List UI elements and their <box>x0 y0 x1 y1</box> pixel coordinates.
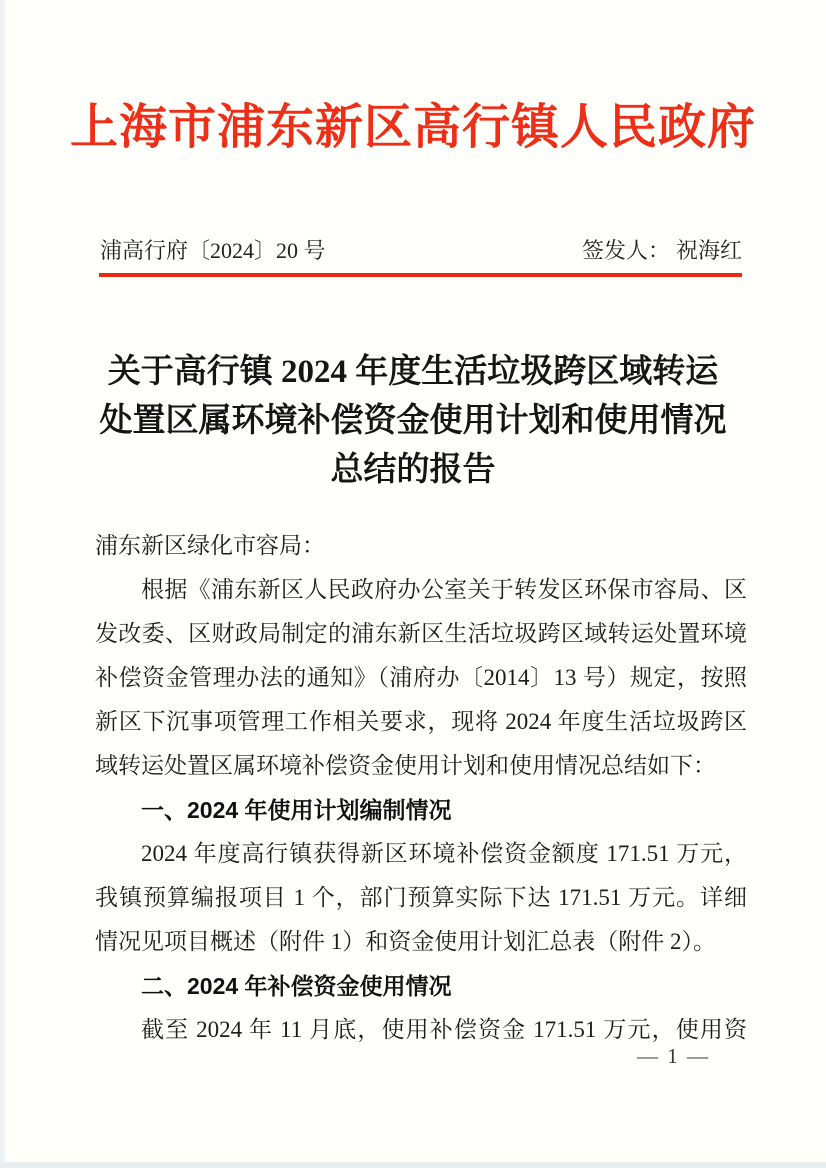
scan-edge-left <box>0 0 5 1168</box>
paragraph-1-line: 根据《浦东新区人民政府办公室关于转发区环保市容局、区 <box>141 577 747 602</box>
section-heading-1: 一、2024 年使用计划编制情况 <box>141 797 452 823</box>
signer-label: 签发人： <box>581 238 670 263</box>
signer-name: 祝海红 <box>675 238 742 263</box>
letterhead-org-name: 上海市浦东新区高行镇人民政府 <box>69 101 756 154</box>
document-title <box>60 348 766 495</box>
title-line-2: 处置区属环境补偿资金使用计划和使用情况 <box>99 403 727 439</box>
doc-number-row <box>100 234 742 265</box>
section-heading-2: 二、2024 年补偿资金使用情况 <box>141 973 452 999</box>
paragraph-2-line: 我镇预算编报项目 1 个，部门预算实际下达 171.51 万元。详细 <box>95 885 747 910</box>
doc-number: 浦高行府〔2024〕20 号 <box>100 238 326 263</box>
paragraph-1-line: 发改委、区财政局制定的浦东新区生活垃圾跨区域转运处置环境 <box>95 621 747 646</box>
paragraph-1-line: 补偿资金管理办法的通知》（浦府办〔2014〕13 号）规定，按照 <box>95 665 747 690</box>
title-line-3: 总结的报告 <box>330 452 496 488</box>
recipient-line: 浦东新区绿化市容局： <box>95 533 325 558</box>
paragraph-2-line: 情况见项目概述（附件 1）和资金使用计划汇总表（附件 2）。 <box>95 929 716 954</box>
red-divider-rule <box>99 273 742 277</box>
paragraph-3-line: 截至 2024 年 11 月底，使用补偿资金 171.51 万元，使用资 <box>141 1017 747 1042</box>
signer <box>582 234 742 265</box>
page-number: — 1 — <box>637 1044 710 1068</box>
paragraph-2-line: 2024 年度高行镇获得新区环境补偿资金额度 171.51 万元， <box>141 841 747 866</box>
scan-edge-bottom <box>0 1162 826 1168</box>
paragraph-1-line: 新区下沉事项管理工作相关要求，现将 2024 年度生活垃圾跨区 <box>95 709 747 734</box>
document-body <box>95 524 747 1052</box>
title-line-1: 关于高行镇 2024 年度生活垃圾跨区域转运 <box>107 354 719 390</box>
paragraph-1-line: 域转运处置区属环境补偿资金使用计划和使用情况总结如下： <box>95 753 716 778</box>
